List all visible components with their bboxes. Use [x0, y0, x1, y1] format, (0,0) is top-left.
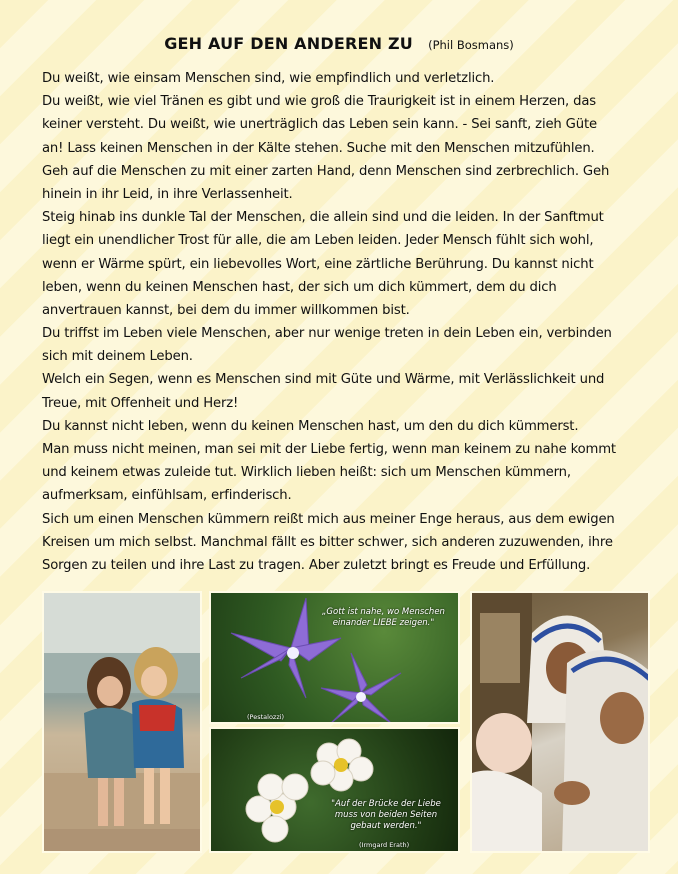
text-line: wenn er Wärme spürt, ein liebevolles Wort, eine zärtliche Berührung. Du kannst nicht	[42, 256, 594, 272]
text-line: Du weißt, wie viel Tränen es gibt und wie groß die Traurigkeit ist in einem Herzen, das	[42, 94, 596, 110]
page-title: GEH AUF DEN ANDEREN ZU	[164, 34, 413, 53]
text-line: Man muss nicht meinen, man sei mit der Liebe fertig, wenn man keinem zu nahe kommt	[42, 442, 616, 457]
page-header	[0, 34, 678, 53]
quote-text	[311, 607, 456, 629]
text-line: anvertrauen kannst, bei dem du immer willkommen bist.	[42, 302, 410, 318]
text-line: Du weißt, wie einsam Menschen sind, wie empfindlich und verletzlich.	[42, 71, 495, 86]
nuns-with-baby-photo	[470, 591, 650, 853]
text-line: und keinem etwas zuleide tut. Wirklich lieben heißt: sich um Menschen kümmern,	[42, 465, 571, 481]
text-line: Welch ein Segen, wenn es Menschen sind mit Güte und Wärme, mit Verlässlichkeit und	[42, 372, 605, 388]
author-credit: (Phil Bosmans)	[428, 38, 514, 52]
quote-text	[316, 799, 456, 832]
white-rose-quote-image	[209, 727, 460, 853]
text-line: Sorgen zu teilen und ihre Last zu tragen. Aber zuletzt bringt es Freude und Erfüllung.	[42, 557, 591, 573]
text-line: Geh auf die Menschen zu mit einer zarten Hand, denn Menschen sind zerbrechlich. Geh	[42, 163, 610, 179]
text-line: Du triffst im Leben viele Menschen, aber nur wenige treten in dein Leben ein, verbinden	[42, 326, 612, 342]
text-line: Sich um einen Menschen kümmern reißt mich aus meiner Enge heraus, aus dem ewigen	[42, 511, 615, 527]
text-line: hinein in ihr Leid, in ihre Verlassenheit.	[42, 186, 293, 202]
quote-line: "Auf der Brücke der Liebe	[331, 799, 441, 809]
quote-line: einander LIEBE zeigen."	[332, 618, 435, 628]
quote-line: muss von beiden Seiten	[334, 810, 438, 820]
bellflower-quote-image	[209, 591, 460, 724]
text-line: sich mit deinem Leben.	[42, 349, 193, 365]
text-line: aufmerksam, einfühlsam, erfinderisch.	[42, 488, 292, 504]
text-line: keiner versteht. Du weißt, wie unerträglich das Leben sein kann. - Sei sanft, zieh Güte	[42, 117, 597, 133]
text-line: leben, wenn du keinen Menschen hast, der sich um dich kümmert, dem du dich	[42, 279, 557, 295]
text-line: Steig hinab ins dunkle Tal der Menschen, die allein sind und die leiden. In der Sanftmut	[42, 210, 604, 226]
quote-credit: (Pestalozzi)	[247, 713, 285, 721]
text-line: Du kannst nicht leben, wenn du keinen Menschen hast, um den du dich kümmerst.	[42, 418, 579, 434]
quote-line: gebaut werden."	[350, 821, 422, 831]
text-line: Kreisen um mich selbst. Manchmal fällt es bitter schwer, sich anderen zuzuwenden, ihre	[42, 534, 613, 550]
text-line: Treue, mit Offenheit und Herz!	[42, 395, 239, 411]
text-line: liegt ein unendlicher Trost für alle, die am Leben leiden. Jeder Mensch fühlt sich wohl,	[42, 233, 594, 249]
body-text	[42, 67, 662, 577]
quote-credit: (Irmgard Erath)	[359, 841, 410, 849]
quote-line: „Gott ist nahe, wo Menschen	[322, 607, 445, 617]
text-line: an! Lass keinen Menschen in der Kälte stehen. Suche mit den Menschen mitzufühlen.	[42, 140, 595, 156]
children-beach-photo	[42, 591, 202, 853]
